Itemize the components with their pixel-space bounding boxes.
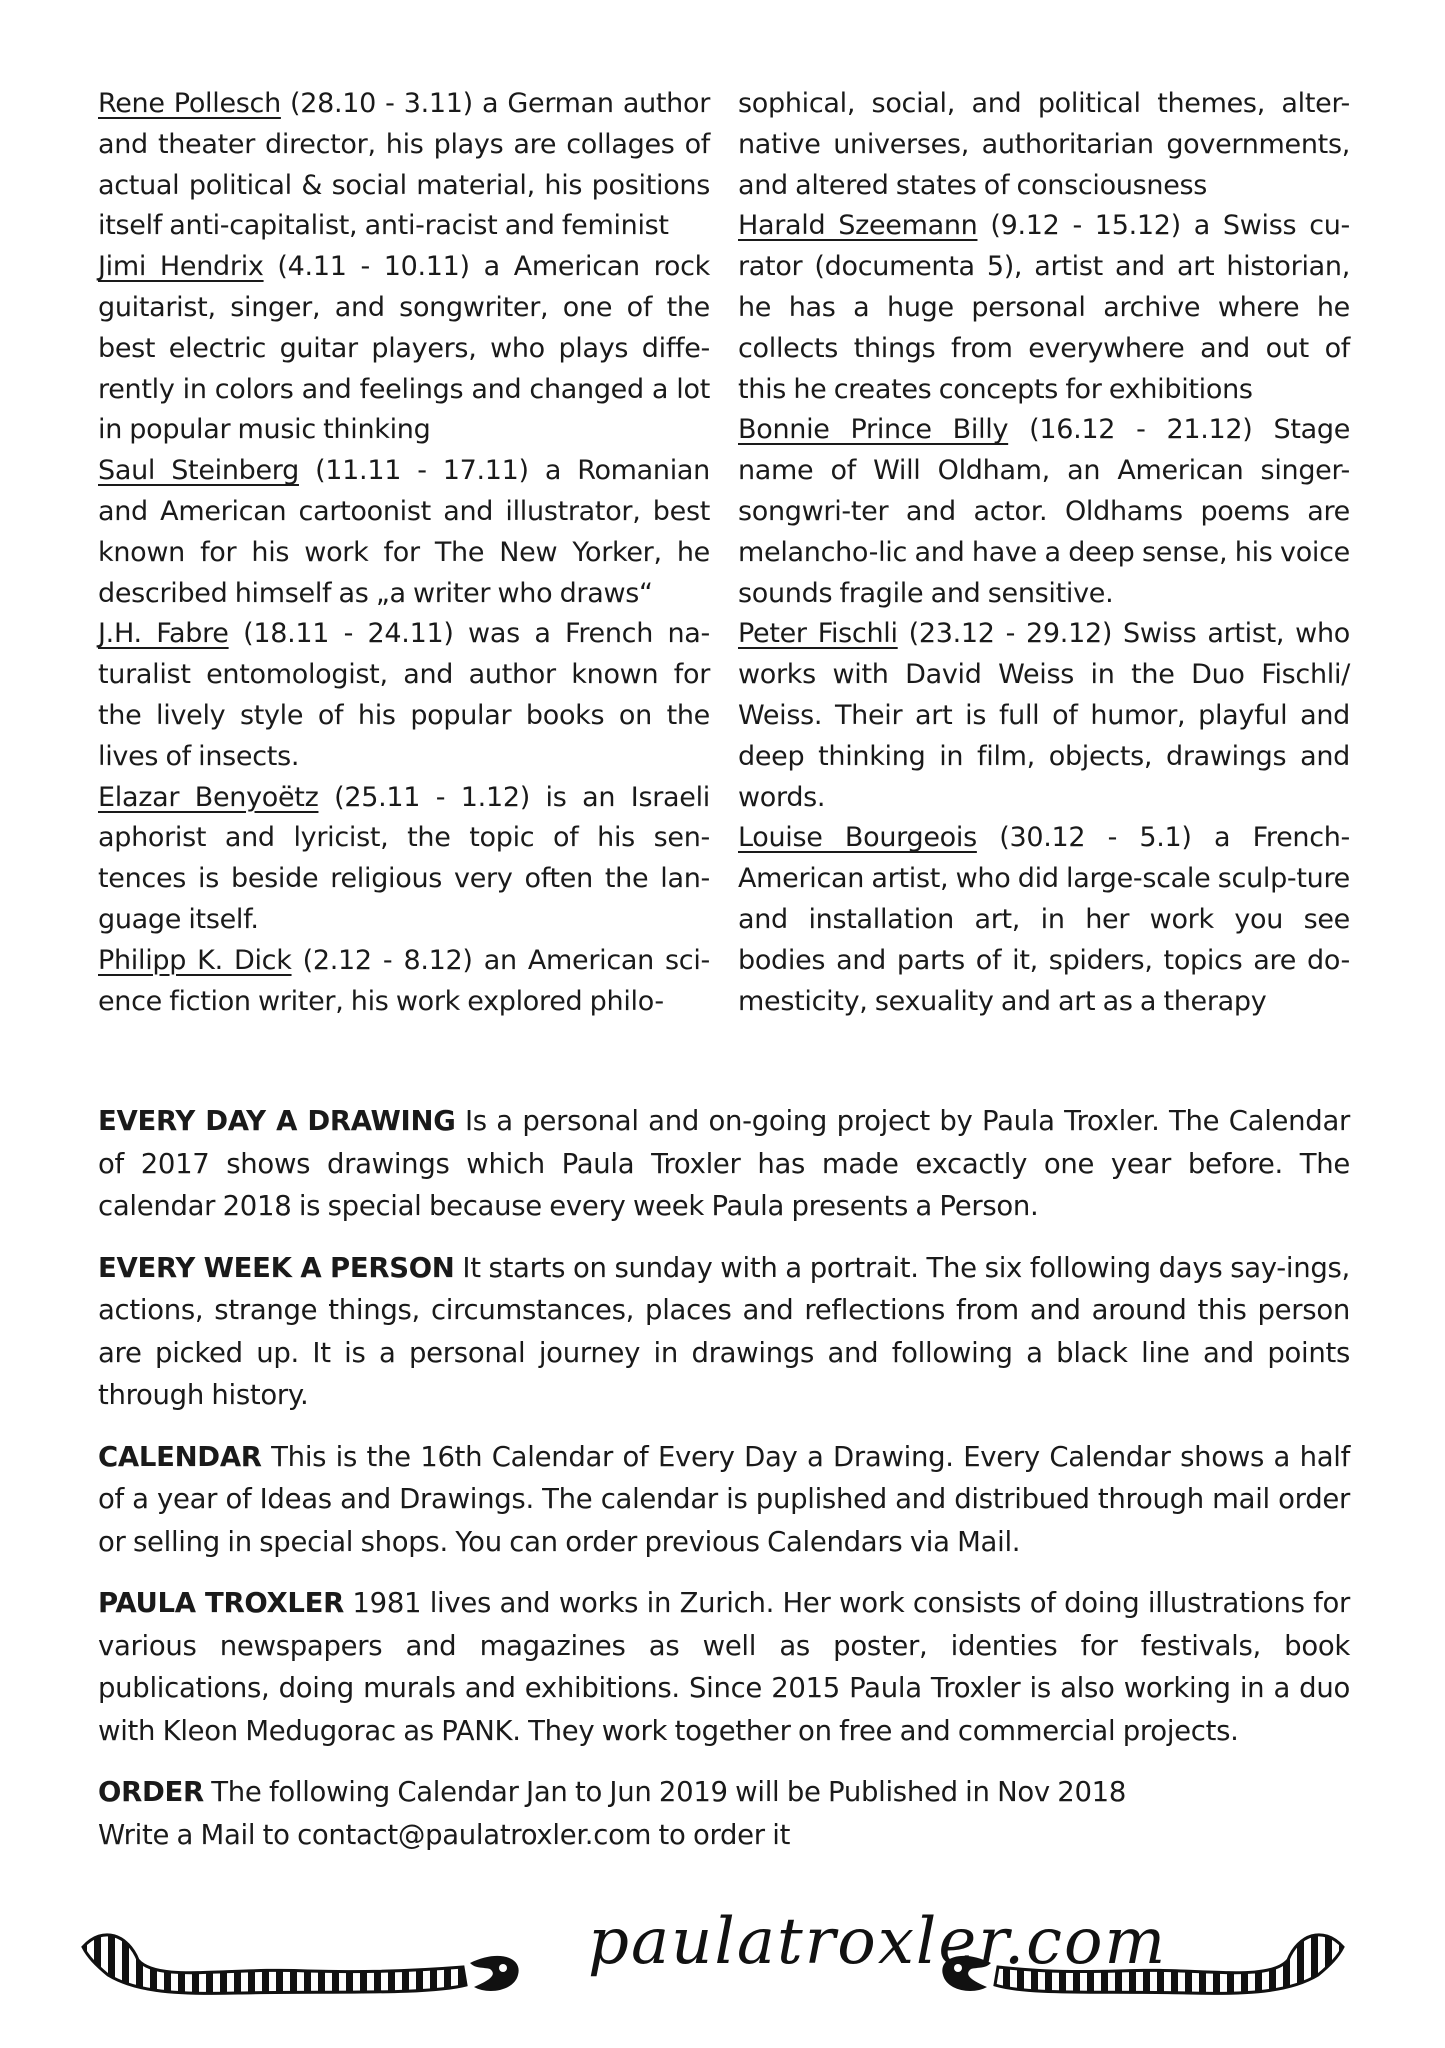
person-entry: [98, 84, 710, 247]
person-name: Jimi Hendrix: [98, 251, 264, 283]
person-name: Louise Bourgeois: [738, 822, 977, 854]
section-text: 1981 lives and works in Zurich. Her work consists of doing illustrations for various newspapers and magazines as well as poster, identies for festivals, book publications, doing murals and exhibitions. Since 2015 Paula Troxler is also working in a duo with Kleon Medugorac as PANK. They work together on free and commercial projects.: [98, 1587, 1350, 1747]
section-text: It starts on sunday with a portrait. The six following days say-ings, actions, strange things, circumstances, places and reflections from and around this person are picked up. It is a personal journey in drawings and following a black line and points through history.: [98, 1251, 1350, 1411]
person-entry: [98, 451, 710, 614]
person-description: (11.11 - 17.11) a Romanian and American cartoonist and illustrator, best known for his work for The New Yorker, he described himself as „a writer who draws“: [98, 455, 710, 609]
right-column: [738, 84, 1350, 1022]
person-entry: [738, 614, 1350, 818]
left-worm-icon: [83, 1935, 519, 1994]
person-name: Harald Szeemann: [738, 210, 978, 242]
person-description: (18.11 - 24.11) was a French na-turalist entomologist, and author known for the lively style of his popular books on the lives of insects.: [98, 618, 710, 772]
website-logo-text: paulatroxler.com: [588, 1905, 1168, 1979]
person-name: J.H. Fabre: [98, 618, 229, 650]
person-entry: [738, 206, 1350, 410]
person-description: (23.12 - 29.12) Swiss artist, who works with David Weiss in the Duo Fischli/ Weiss. Their art is full of humor, playful and deep thinking in film, objects, drawings and words.: [738, 618, 1350, 813]
person-description: (25.11 - 1.12) is an Israeli aphorist and lyricist, the topic of his sen-tences is beside religious very often the lan-guage itself.: [98, 781, 710, 935]
person-description: (2.12 - 8.12) an American sci-ence fiction writer, his work explored philo-: [98, 944, 710, 1017]
every-day-paragraph: [98, 1100, 1350, 1228]
person-description: (9.12 - 15.12) a Swiss cu-rator (documenta 5), artist and art historian, he has a huge personal archive where he collects things from everywhere and out of this he creates concepts for exhibitions: [738, 210, 1350, 405]
person-name: Philipp K. Dick: [98, 944, 292, 976]
person-name: Elazar Benyoëtz: [98, 781, 319, 813]
person-entry: [738, 410, 1350, 614]
person-description: (30.12 - 5.1) a French-American artist, who did large-scale sculp-ture and installation art, in her work you see bodies and parts of it, spiders, topics are do-mesticity, sexuality and art as a therapy: [738, 822, 1350, 1017]
project-info: [98, 1100, 1350, 1875]
people-columns: [98, 84, 1350, 1022]
order-line-2: Write a Mail to contact@paulatroxler.com to order it: [98, 1818, 791, 1851]
person-entry: [738, 818, 1350, 1022]
person-name: Bonnie Prince Billy: [738, 414, 1009, 446]
person-entry: [98, 941, 710, 1023]
person-name: Peter Fischli: [738, 618, 898, 650]
person-entry: [98, 778, 710, 941]
section-heading: EVERY DAY A DRAWING: [98, 1105, 456, 1137]
section-text: This is the 16th Calendar of Every Day a Drawing. Every Calendar shows a half of a year of Ideas and Drawings. The calendar is puplished and distribued through mail order or selling in special shops. You can order previous Calendars via Mail.: [98, 1440, 1350, 1558]
order-paragraph: [98, 1771, 1350, 1856]
person-name: Saul Steinberg: [98, 455, 299, 487]
person-entry-continuation: sophical, social, and political themes, alter-native universes, authoritarian governments, and altered states of consciousness: [738, 88, 1350, 201]
section-heading: EVERY WEEK A PERSON: [98, 1251, 455, 1284]
section-heading: CALENDAR: [98, 1440, 262, 1473]
paula-troxler-paragraph: [98, 1582, 1350, 1752]
every-week-paragraph: [98, 1247, 1350, 1417]
section-text: Is a personal and on-going project by Paula Troxler. The Calendar of 2017 shows drawings which Paula Troxler has made excactly one year before. The calendar 2018 is special because every week Paula presents a Person.: [98, 1105, 1351, 1222]
person-description: (28.10 - 3.11) a German author and theater director, his plays are collages of actual political & social material, his positions itself anti-capitalist, anti-racist and feminist: [98, 88, 710, 242]
person-entry: [98, 614, 710, 777]
left-column: [98, 84, 710, 1022]
person-description: (16.12 - 21.12) Stage name of Will Oldham, an American singer-songwri-ter and actor. Oldhams poems are melancho-lic and have a deep sense, his voice sounds fragile and sensitive.: [738, 414, 1351, 609]
section-heading: ORDER: [98, 1776, 204, 1808]
order-line-1: The following Calendar Jan to Jun 2019 will be Published in Nov 2018: [203, 1776, 1127, 1808]
calendar-paragraph: [98, 1436, 1350, 1564]
person-entry: [98, 247, 710, 451]
person-description: (4.11 - 10.11) a American rock guitarist, singer, and songwriter, one of the best electric guitar players, who plays diffe-rently in colors and feelings and changed a lot in popular music thinking: [98, 251, 710, 446]
footer: [78, 1905, 1348, 2015]
section-heading: PAULA TROXLER: [98, 1587, 344, 1619]
person-name: Rene Pollesch: [98, 88, 281, 119]
